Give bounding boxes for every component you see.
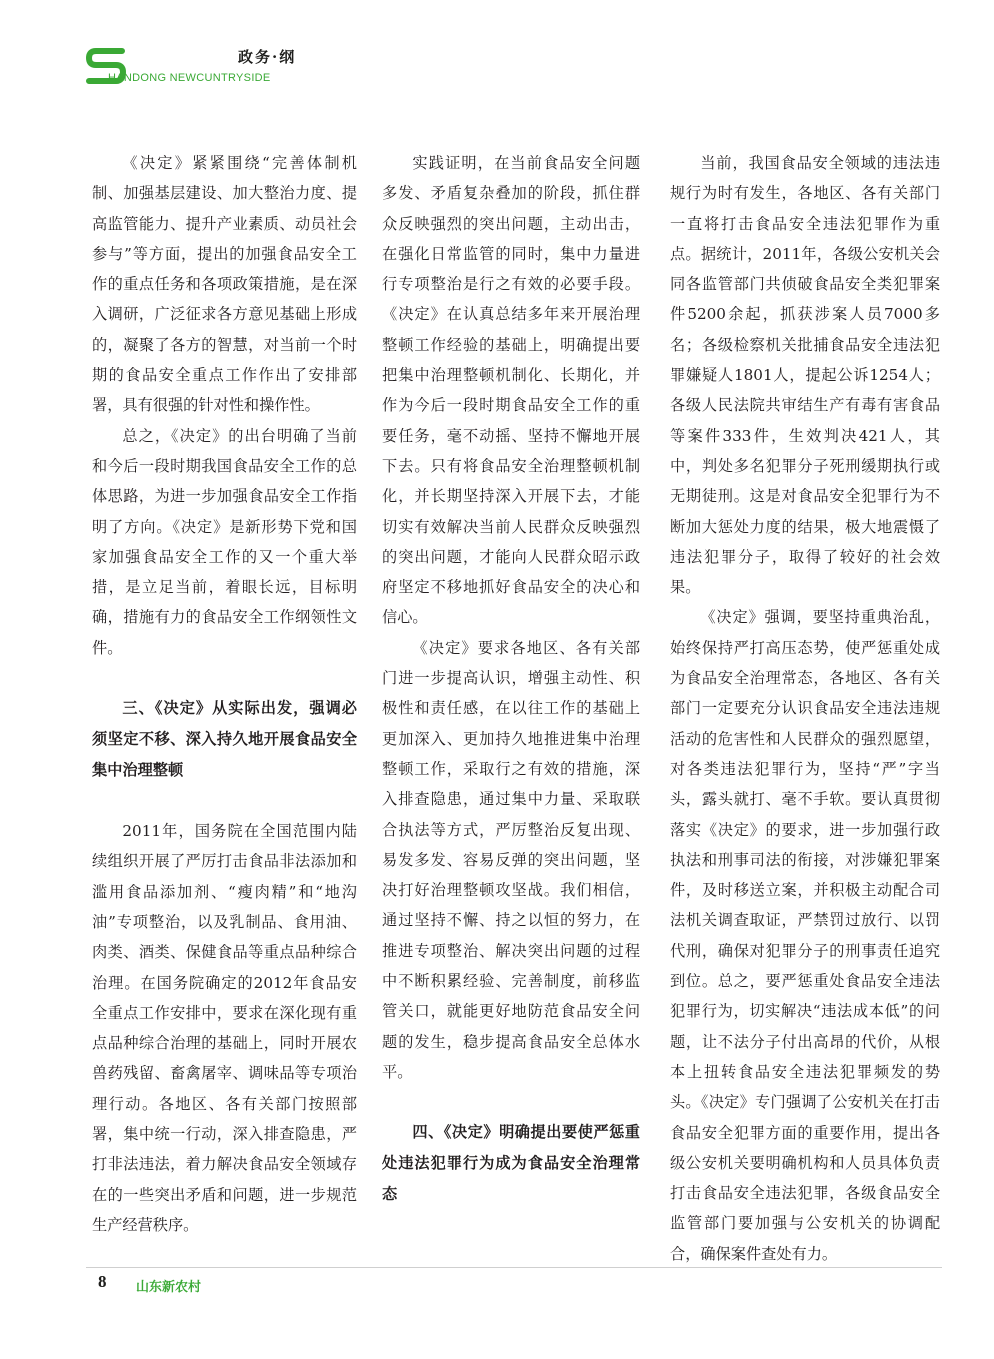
paragraph: 2011年，国务院在全国范围内陆续组织开展了严厉打击食品非法添加和滥用食品添加剂、“瘦肉精”和“地沟油”专项整治，以及乳制品、食用油、肉类、酒类、保健食品等重点品种综合治理。在国务院确定的2012年食品安全重点工作安排中，要求在深化现有重点品种综合治理的基础上，同时开展农兽药残留、畜禽屠宰、调味品等专项治理行动。各地区、各有关部门按照部署，集中统一行动，深入排查隐患，严打非法违法，着力解决食品安全领域存在的一些突出矛盾和问题，进一步规范生产经营秩序。 xyxy=(92,822,357,1234)
magazine-subtitle: HANDONG NEWCUNTRYSIDE xyxy=(108,72,271,84)
paragraph: 《决定》要求各地区、各有关部门进一步提高认识，增强主动性、积极性和责任感，在以往工作的基础上更加深入、更加持久地推进集中治理整顿工作，采取行之有效的措施，深入排查隐患，通过集中力量、采取联合执法等方式，严厉整治反复出现、易发多发、容易反弹的突出问题，坚决打好治理整顿攻坚战。我们相信，通过坚持不懈、持之以恒的努力，在推进专项整治、解决突出问题的过程中不断积累经验、完善制度，前移监管关口，就能更好地防范食品安全问题的发生，稳步提高食品安全总体水平。 xyxy=(382,638,640,1081)
paragraph: 实践证明，在当前食品安全问题多发、矛盾复杂叠加的阶段，抓住群众反映强烈的突出问题，主动出击，在强化日常监管的同时，集中力量进行专项整治是行之有效的必要手段。《决定》在认真总结多年来开展治理整顿工作经验的基础上，明确提出要把集中治理整顿机制化、长期化，并作为今后一段时期食品安全工作的重要任务，毫不动摇、坚持不懈地开展下去。只有将食品安全治理整顿机制化，并长期坚持深入开展下去，才能切实有效解决当前人民群众反映强烈的突出问题，才能向人民群众昭示政府坚定不移地抓好食品安全的决心和信心。 xyxy=(382,154,640,627)
page-header xyxy=(86,44,346,94)
page-number: 8 xyxy=(98,1272,107,1291)
paragraph: 《决定》紧紧围绕“完善体制机制、加强基层建设、加大整治力度、提高监管能力、提升产业素质、动员社会参与”等方面，提出的加强食品安全工作的重点任务和各项政策措施，是在深入调研，广泛征求各方意见基础上形成的，凝聚了各方的智慧，对当前一个时期的食品安全重点工作作出了安排部署，具有很强的针对性和操作性。 xyxy=(92,154,357,415)
paragraph: 当前，我国食品安全领域的违法违规行为时有发生，各地区、各有关部门一直将打击食品安全违法犯罪作为重点。据统计，2011年，各级公安机关会同各监管部门共侦破食品安全类犯罪案件5200余起，抓获涉案人员7000多名；各级检察机关批捕食品安全违法犯罪嫌疑人1801人，提起公诉1254人；各级人民法院共审结生产有毒有害食品等案件333件，生效判决421人，其中，判处多名犯罪分子死刑缓期执行或无期徒刑。这是对食品安全犯罪行为不断加大惩处力度的结果，极大地震慑了违法犯罪分子，取得了较好的社会效果。 xyxy=(670,154,940,597)
magazine-name: 山东新农村 xyxy=(136,1279,202,1294)
article-column-3 xyxy=(670,148,940,1269)
section-title: 政务·纲 xyxy=(238,48,297,66)
paragraph: 总之，《决定》的出台明确了当前和今后一段时期我国食品安全工作的总体思路，为进一步加强食品安全工作指明了方向。《决定》是新形势下党和国家加强食品安全工作的又一个重大举措，是立足当前，着眼长远，目标明确，措施有力的食品安全工作纲领性文件。 xyxy=(92,426,357,657)
section-heading: 四、《决定》明确提出要使严惩重处违法犯罪行为成为食品安全治理常态 xyxy=(382,1123,640,1204)
article-column-2 xyxy=(382,148,640,1210)
paragraph: 《决定》强调，要坚持重典治乱，始终保持严打高压态势，使严惩重处成为食品安全治理常态，各地区、各有关部门一定要充分认识食品安全违法违规活动的危害性和人民群众的强烈愿望，对各类违法犯罪行为，坚持“严”字当头，露头就打、毫不手软。要认真贯彻落实《决定》的要求，进一步加强行政执法和刑事司法的衔接，对涉嫌犯罪案件，及时移送立案，并积极主动配合司法机关调查取证，严禁罚过放行、以罚代刑，确保对犯罪分子的刑事责任追究到位。总之，要严惩重处食品安全违法犯罪行为，切实解决“违法成本低”的问题，让不法分子付出高昂的代价，从根本上扭转食品安全违法犯罪频发的势头。《决定》专门强调了公安机关在打击食品安全犯罪方面的重要作用，提出各级公安机关要明确机构和人员具体负责打击食品安全违法犯罪，各级食品安全监管部门要加强与公安机关的协调配合，确保案件查处有力。 xyxy=(670,608,940,1263)
article-column-1 xyxy=(92,148,357,1240)
section-heading: 三、《决定》从实际出发，强调必须坚定不移、深入持久地开展食品安全集中治理整顿 xyxy=(92,699,357,780)
footer-divider xyxy=(86,1267,942,1268)
